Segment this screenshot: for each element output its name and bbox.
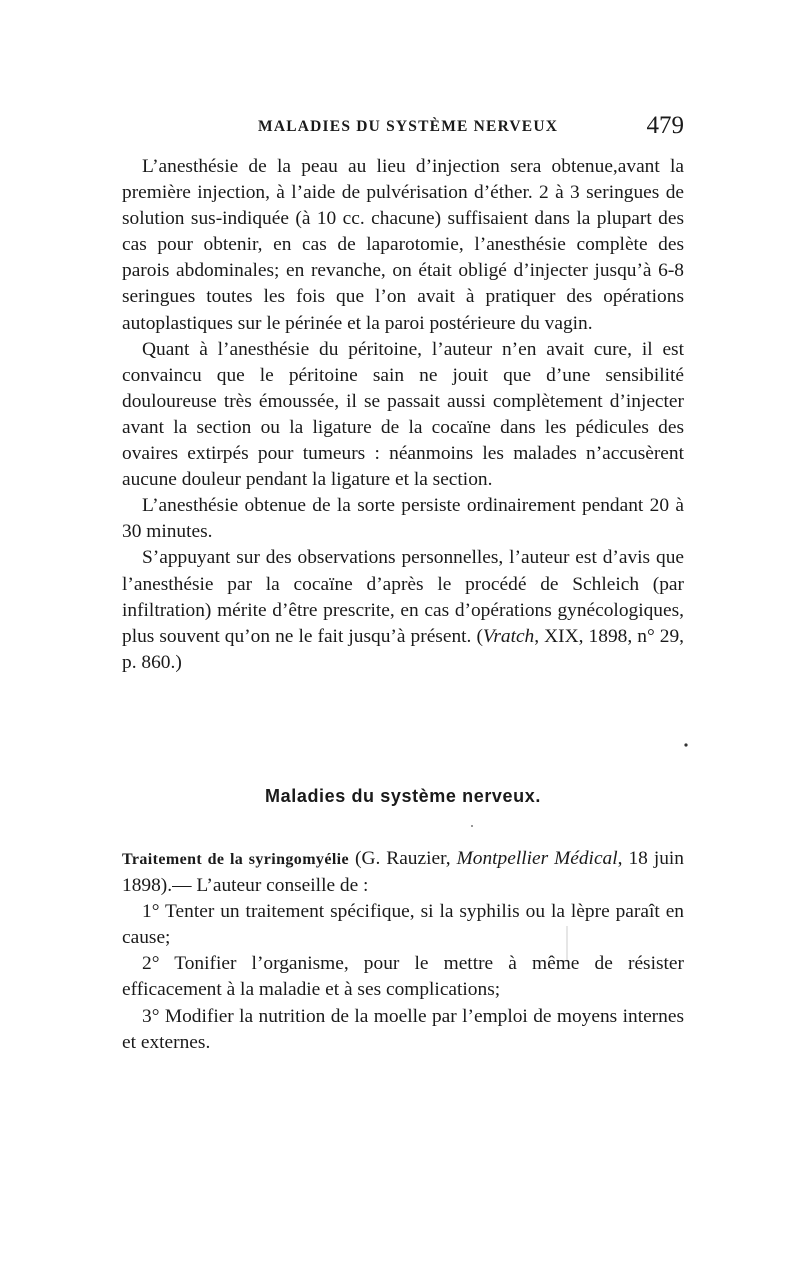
ink-speck <box>684 743 687 746</box>
paragraph-with-citation <box>122 545 684 675</box>
ink-speck <box>471 825 473 827</box>
running-title: MALADIES DU SYSTÈME NERVEUX <box>258 118 559 135</box>
citation-details: , XIX, 1898, n° 29, p. 860.) <box>122 625 684 673</box>
page-number: 479 <box>646 112 684 139</box>
journal-title: Montpellier Médical <box>456 848 618 869</box>
article <box>122 846 684 1056</box>
list-item: 1° Tenter un traitement spécifique, si la syphilis ou la lèpre paraît en cause; <box>122 901 684 949</box>
paragraph-text: S’appuyant sur des observations personnelles, l’auteur est d’avis que l’anesthésie par la cocaïne d’après le procédé de Schleich (par infiltration) mérite d’être prescrite, en cas d’opérations gynécologiques, plus souvent qu’on ne le fait jusqu’à présent. ( <box>122 547 684 647</box>
list-item: 2° Tonifier l’organisme, pour le mettre à même de résister efficacement à la maladie et à ses complications; <box>122 953 684 1001</box>
list-item: 3° Modifier la nutrition de la moelle par l’emploi de moyens internes et externes. <box>122 1005 684 1053</box>
running-head <box>122 114 684 144</box>
journal-title: Vratch <box>482 625 535 647</box>
citation-close: , 18 juin 1898).— L’auteur conseille de : <box>122 848 684 897</box>
article-title: Traitement de la syringomyélie <box>122 851 350 868</box>
paragraph: Quant à l’anesthésie du péritoine, l’auteur n’en avait cure, il est convaincu que le péritoine sain ne jouit que d’une sensibilité douloureuse très émoussée, il se passait aussi complètement d’injecter avant la section ou la ligature de la cocaïne dans les pédicules des ovaires extirpés pour tumeurs : néanmoins les malades n’accusèrent aucune douleur pendant la ligature et la section. <box>122 338 684 491</box>
section-heading: Maladies du système nerveux. <box>265 786 541 806</box>
citation-open: (G. Rauzier, <box>349 848 457 869</box>
article-intro <box>122 846 684 899</box>
body-text <box>122 154 684 676</box>
paragraph: L’anesthésie obtenue de la sorte persiste ordinairement pendant 20 à 30 minutes. <box>122 495 684 543</box>
paragraph: L’anesthésie de la peau au lieu d’injection sera obtenue,avant la première injection, à l’aide de pulvérisation d’éther. 2 à 3 seringues de solution sus-indiquée (à 10 cc. chacune) suffisaient dans la plupart des cas pour obtenir, en cas de laparotomie, l’anesthésie complète des parois abdominales; en revanche, on était obligé d’injecter jusqu’à 6-8 seringues toutes les fois que l’on avait à pratiquer des opérations autoplastiques sur le périnée et la paroi postérieure du vagin. <box>122 156 684 334</box>
